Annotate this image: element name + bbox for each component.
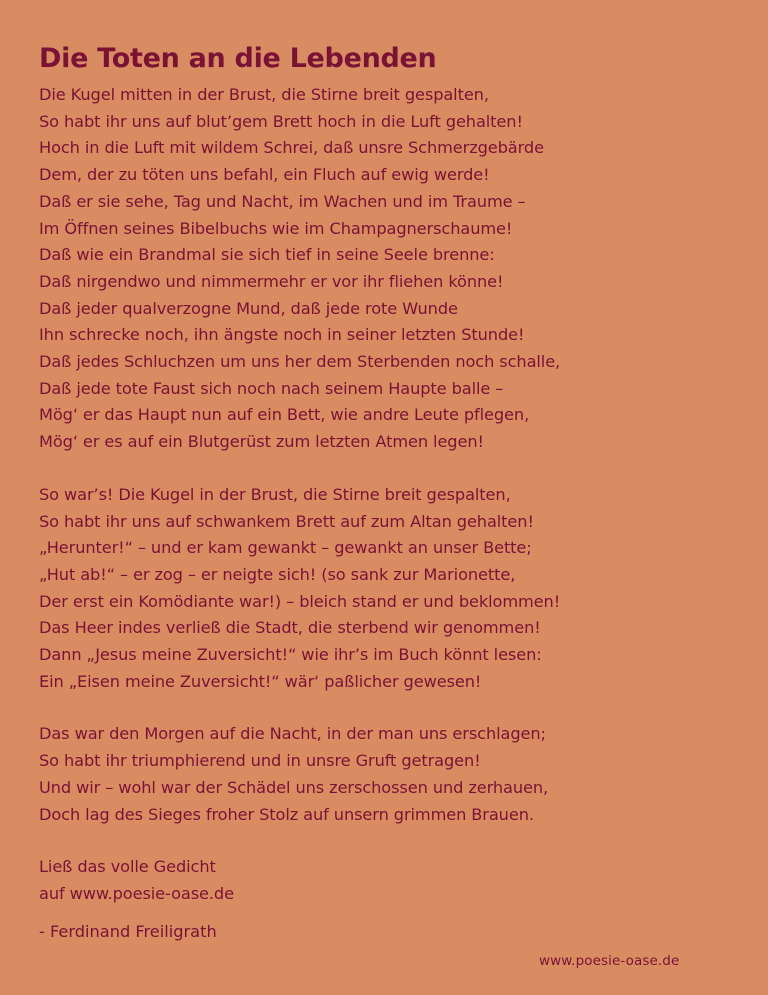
poem-line: Das Heer indes verließ die Stadt, die sterbend wir genommen! xyxy=(39,618,541,638)
poem-line: So habt ihr uns auf blut’gem Brett hoch in die Luft gehalten! xyxy=(39,111,523,131)
poem-title: Die Toten an die Lebenden xyxy=(39,43,437,74)
poem-line: „Herunter!“ – und er kam gewankt – gewankt an unser Bette; xyxy=(39,538,532,558)
poem-line: So habt ihr triumphierend und in unsre Gruft getragen! xyxy=(39,751,481,771)
poem-line: Ein „Eisen meine Zuversicht!“ wär‘ paßlicher gewesen! xyxy=(39,671,482,691)
poem-line: Im Öffnen seines Bibelbuchs wie im Champagnerschaume! xyxy=(39,218,513,238)
poem-line: Daß er sie sehe, Tag und Nacht, im Wachen und im Traume – xyxy=(39,191,526,211)
poem-author: - Ferdinand Freiligrath xyxy=(39,921,217,941)
note-line-1: Ließ das volle Gedicht xyxy=(39,857,216,877)
poem-line: Die Kugel mitten in der Brust, die Stirne breit gespalten, xyxy=(39,85,489,104)
poem-line: Dem, der zu töten uns befahl, ein Fluch auf ewig werde! xyxy=(39,165,490,185)
stanza-gap xyxy=(39,695,739,721)
note-line-2: auf www.poesie-oase.de xyxy=(39,883,234,903)
poem-line: So war’s! Die Kugel in der Brust, die Stirne breit gespalten, xyxy=(39,484,511,504)
poem-line: Daß jeder qualverzogne Mund, daß jede rote Wunde xyxy=(39,298,458,318)
poem-line: Daß jedes Schluchzen um uns her dem Sterbenden noch schalle, xyxy=(39,352,561,372)
poem-line: Doch lag des Sieges froher Stolz auf unsern grimmen Brauen. xyxy=(39,804,534,824)
poem-page xyxy=(39,40,739,945)
stanza-3 xyxy=(39,721,739,828)
poem-line: Das war den Morgen auf die Nacht, in der man uns erschlagen; xyxy=(39,724,546,744)
poem-line: Der erst ein Komödiante war!) – bleich stand er und beklommen! xyxy=(39,591,561,611)
stanza-1 xyxy=(39,82,739,456)
poem-line: So habt ihr uns auf schwankem Brett auf zum Altan gehalten! xyxy=(39,511,534,531)
stanza-2 xyxy=(39,482,739,696)
poem-line: Mög‘ er das Haupt nun auf ein Bett, wie andre Leute pflegen, xyxy=(39,405,530,425)
poem-line: „Hut ab!“ – er zog – er neigte sich! (so sank zur Marionette, xyxy=(39,564,516,584)
poem-line: Daß nirgendwo und nimmermehr er vor ihr fliehen könne! xyxy=(39,271,504,291)
poem-line: Hoch in die Luft mit wildem Schrei, daß unsre Schmerzgebärde xyxy=(39,138,544,158)
stanza-gap xyxy=(39,456,739,482)
poem-line: Ihn schrecke noch, ihn ängste noch in seiner letzten Stunde! xyxy=(39,325,525,345)
poem-line: Und wir – wohl war der Schädel uns zerschossen und zerhauen, xyxy=(39,777,549,797)
poem-line: Dann „Jesus meine Zuversicht!“ wie ihr’s im Buch könnt lesen: xyxy=(39,645,542,665)
poem-line: Daß wie ein Brandmal sie sich tief in seine Seele brenne: xyxy=(39,245,495,265)
site-watermark: www.poesie-oase.de xyxy=(539,953,680,969)
poem-line: Daß jede tote Faust sich noch nach seinem Haupte balle – xyxy=(39,378,504,398)
read-more-note xyxy=(39,854,739,907)
poem-line: Mög‘ er es auf ein Blutgerüst zum letzten Atmen legen! xyxy=(39,432,484,452)
